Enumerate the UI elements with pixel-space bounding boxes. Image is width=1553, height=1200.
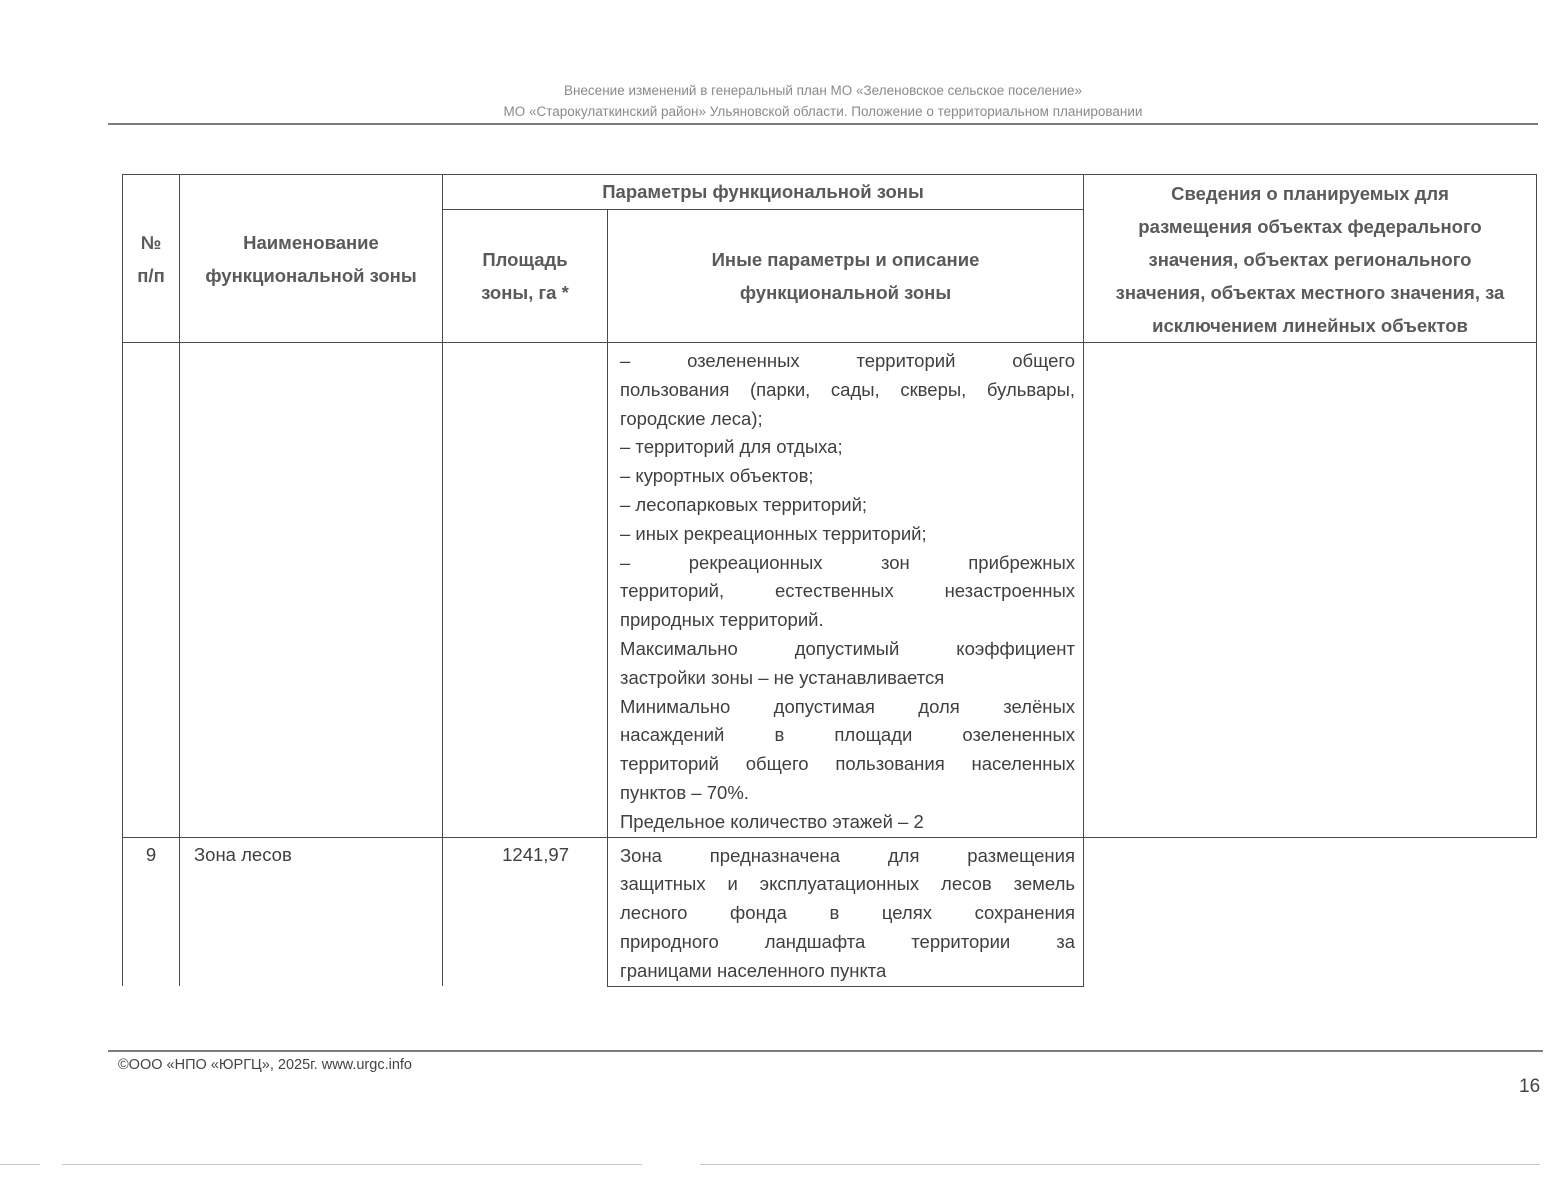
description-line: – иных рекреационных территорий; [620, 522, 927, 544]
footer-copyright: ©ООО «НПО «ЮРГЦ», 2025г. www.urgc.info [118, 1057, 412, 1073]
scan-artifact-line [62, 1164, 642, 1165]
description-line: – озелененных территорий общего [620, 350, 1076, 371]
document-header [108, 80, 1538, 122]
description-line: пользования (парки, сады, скверы, бульвары, [620, 378, 1076, 400]
cell-area [443, 343, 608, 838]
header-area-line: зоны, га * [481, 281, 569, 303]
header-planned-objects-line: значения, объектах регионального [1148, 249, 1472, 270]
header-planned-objects [1084, 175, 1537, 343]
cell-planned-objects [1084, 343, 1537, 838]
zones-table [122, 174, 1537, 987]
header-other-params-line: Иные параметры и описание [711, 248, 980, 270]
description-line: природного ландшафта территории за [620, 930, 1076, 952]
description-line: – рекреационных зон прибрежных [620, 551, 1076, 573]
header-planned-objects-line: значения, объектах местного значения, за [1115, 282, 1505, 303]
cell-num [123, 837, 180, 986]
header-zone-name [180, 175, 443, 343]
description-line: пунктов – 70%. [620, 781, 749, 803]
row-number: 9 [145, 843, 157, 865]
description-line: границами населенного пункта [620, 959, 887, 981]
cell-zone-name [180, 343, 443, 838]
header-line-2: МО «Старокулаткинский район» Ульяновской области. Положение о территориальном планировании [503, 104, 1143, 119]
description-line: защитных и эксплуатационных лесов земель [620, 873, 1076, 895]
description-line: – лесопарковых территорий; [620, 493, 868, 515]
header-zone-params: Параметры функциональной зоны [443, 175, 1084, 210]
cell-description [608, 343, 1084, 838]
description-line: лесного фонда в целях сохранения [620, 902, 1076, 924]
header-rule [108, 123, 1538, 125]
footer-rule [108, 1050, 1543, 1052]
header-other-params [608, 209, 1084, 342]
cell-zone-name [180, 837, 443, 986]
header-zone-name-line: функциональной зоны [205, 264, 417, 286]
header-zone-name-line: Наименование [243, 231, 379, 253]
header-num-line: № [140, 231, 162, 253]
scan-artifact-line [700, 1164, 1540, 1165]
header-num-line: п/п [137, 264, 165, 286]
description-line: – курортных объектов; [620, 465, 814, 487]
table-header-row [123, 175, 1537, 210]
header-line-1: Внесение изменений в генеральный план МО «Зеленовское сельское поселение» [563, 83, 1083, 98]
page-number: 16 [1519, 1076, 1541, 1097]
description-line: Минимально допустимая доля зелёных [620, 695, 1076, 717]
table-row [123, 837, 1537, 986]
description-line: насаждений в площади озелененных [620, 724, 1076, 746]
description-line: Зона предназначена для размещения [620, 844, 1076, 866]
description-line: территорий общего пользования населенных [620, 753, 1076, 775]
description-line: застройки зоны – не устанавливается [620, 666, 945, 688]
header-planned-objects-line: Сведения о планируемых для [1171, 183, 1449, 204]
zone-name: Зона лесов [194, 843, 292, 865]
description-line: городские леса); [620, 407, 763, 429]
cell-num [123, 343, 180, 838]
description-line: Предельное количество этажей – 2 [620, 810, 924, 832]
header-area-line: Площадь [482, 248, 568, 270]
description-line: Максимально допустимый коэффициент [620, 637, 1076, 659]
zone-area: 1241,97 [502, 843, 569, 865]
cell-planned-objects [1084, 837, 1537, 986]
description-line: – территорий для отдыха; [620, 436, 843, 458]
header-planned-objects-line: размещения объектах федерального [1138, 216, 1482, 237]
header-other-params-line: функциональной зоны [739, 281, 952, 303]
header-num [123, 175, 180, 343]
header-area [443, 209, 608, 342]
scan-artifact-line [0, 1164, 40, 1165]
cell-description [608, 837, 1084, 986]
header-planned-objects-line: исключением линейных объектов [1152, 315, 1468, 336]
description-line: природных территорий. [620, 609, 824, 631]
table-row [123, 343, 1537, 838]
description-line: территорий, естественных незастроенных [620, 580, 1076, 602]
cell-area [443, 837, 608, 986]
